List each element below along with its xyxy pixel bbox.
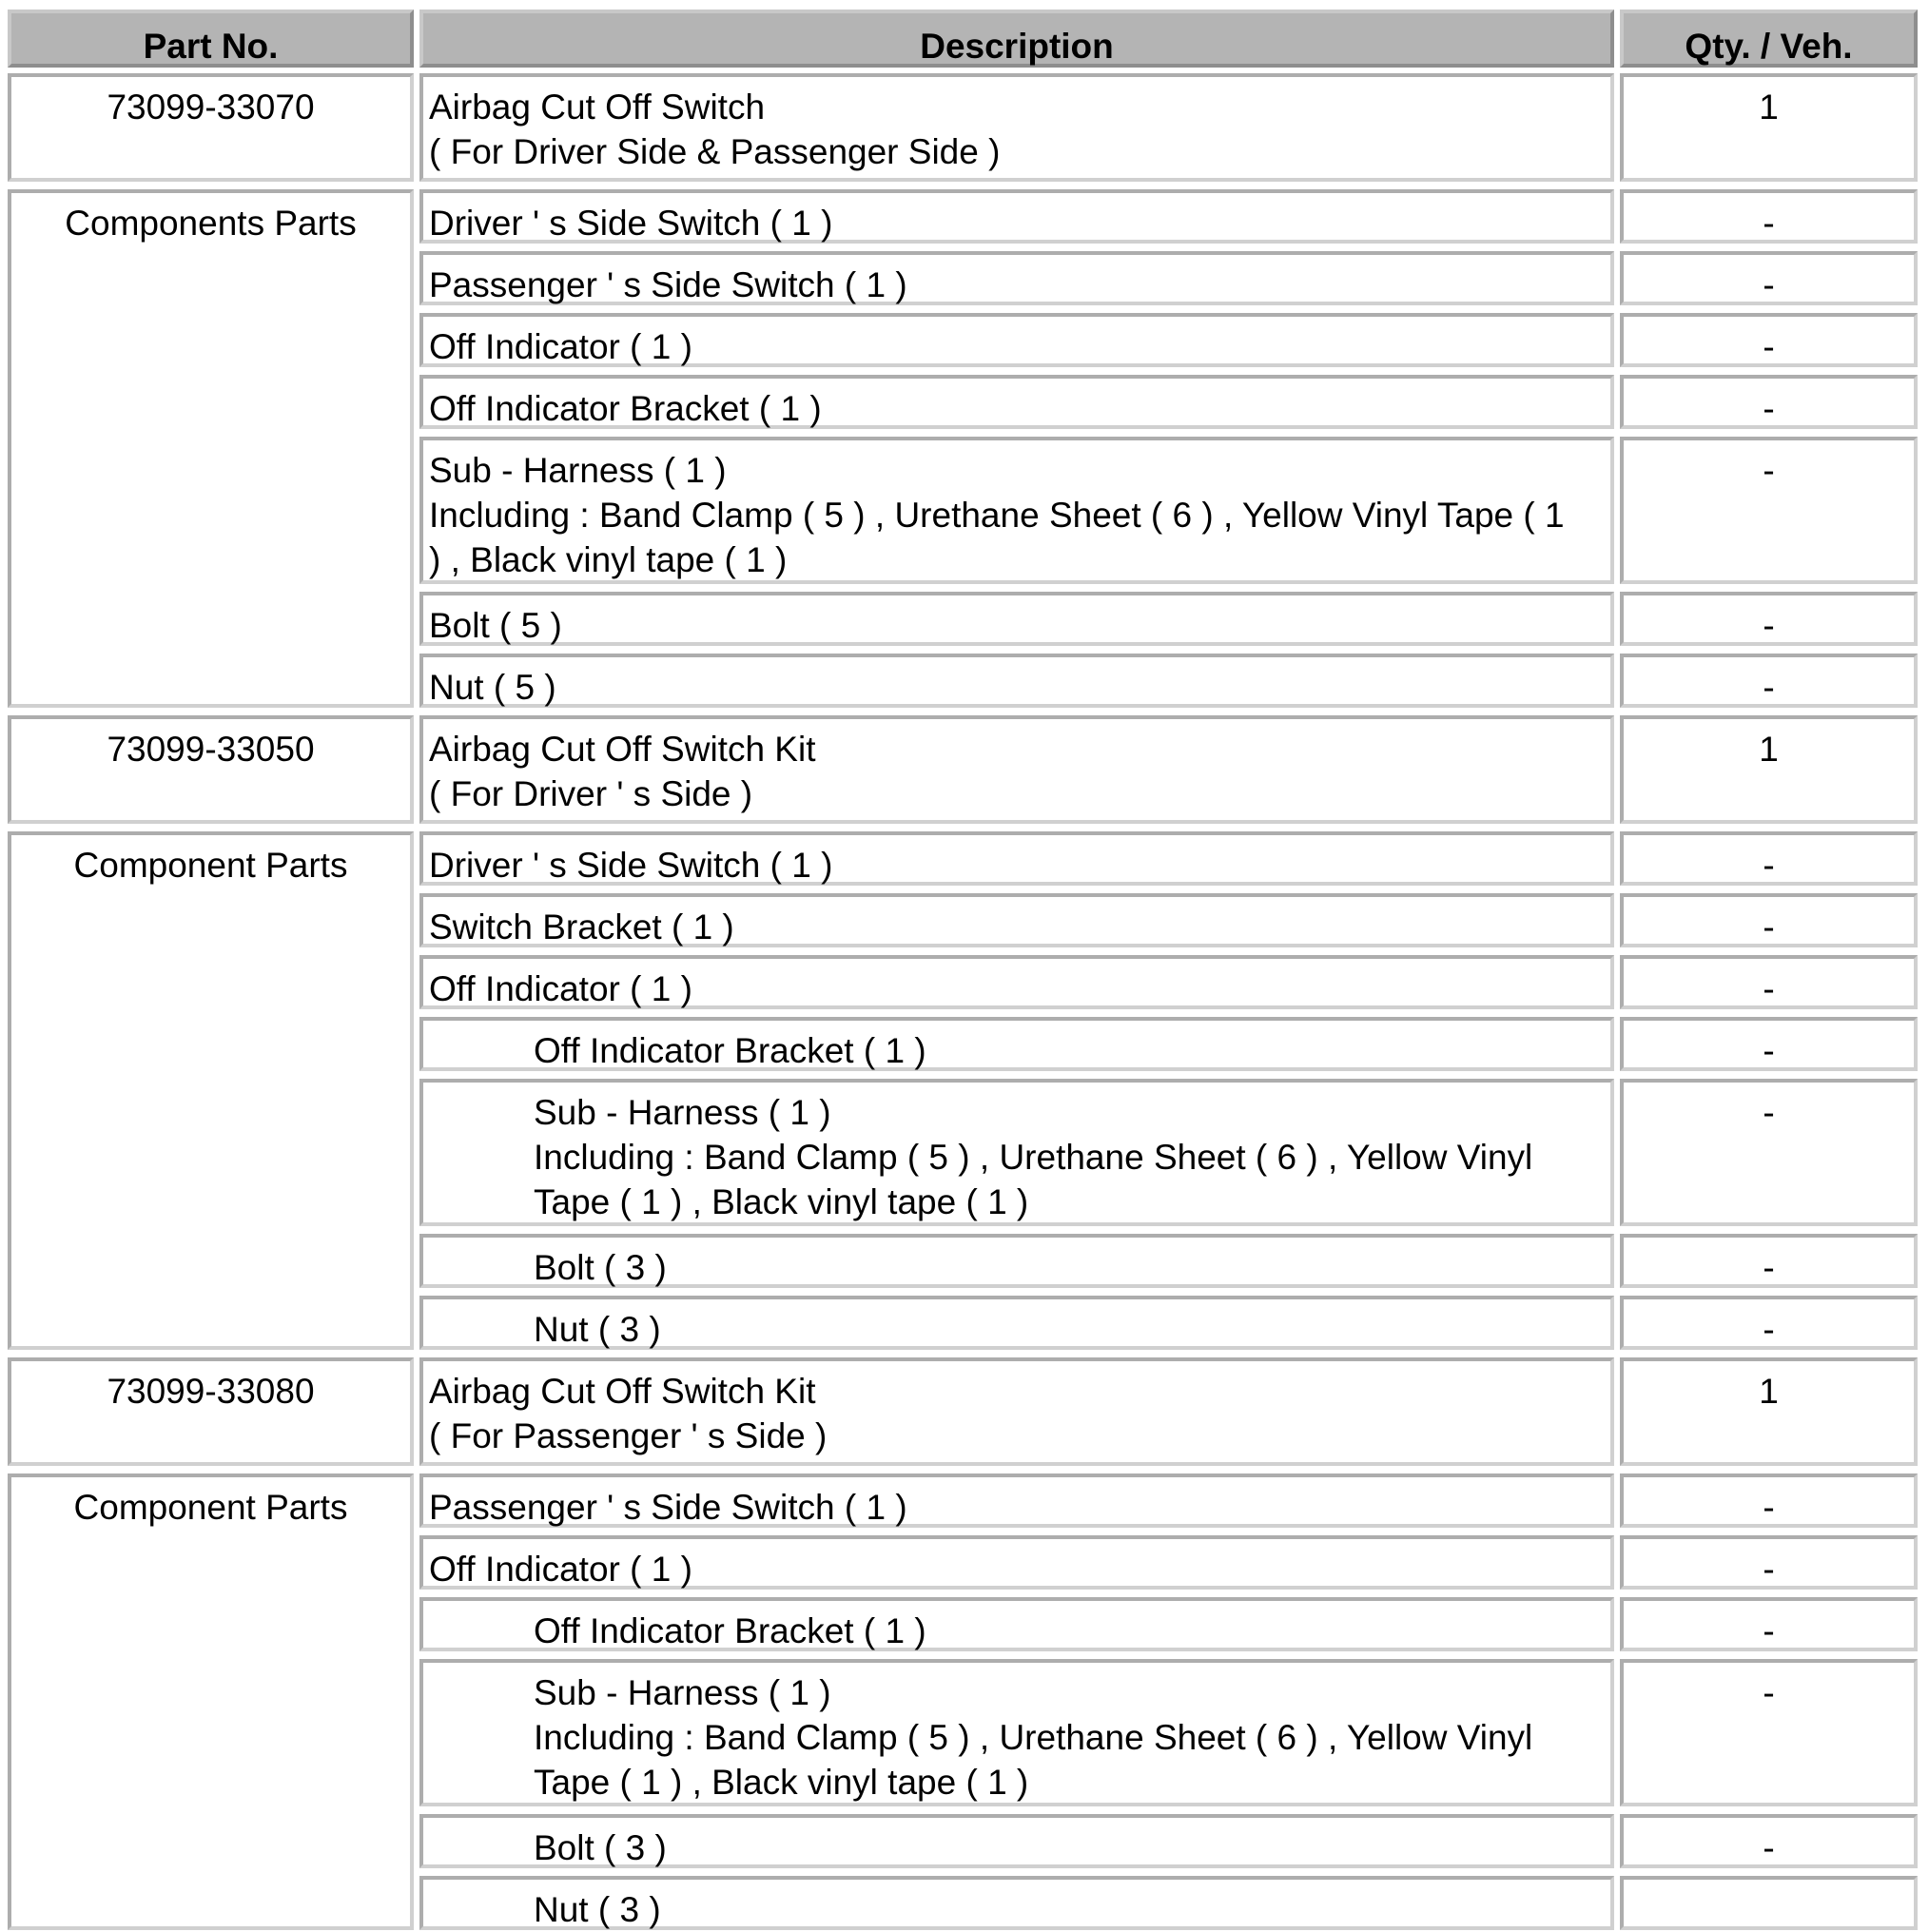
description-line: Including : Band Clamp ( 5 ) , Urethane Sheet ( 6 ) , Yellow Vinyl Tape ( 1 xyxy=(429,496,1565,535)
components-label: Component Parts xyxy=(73,846,348,885)
component-qty: - xyxy=(1763,1248,1775,1287)
description-line: Airbag Cut Off Switch Kit xyxy=(429,730,816,769)
description-line: Airbag Cut Off Switch Kit xyxy=(429,1372,816,1411)
component-qty: - xyxy=(1763,451,1775,490)
component-description-cell xyxy=(419,1234,1614,1288)
component-description-cell xyxy=(419,592,1614,646)
component-qty-cell xyxy=(1620,1876,1918,1930)
component-qty: - xyxy=(1763,327,1775,366)
description-cell xyxy=(419,715,1614,824)
component-qty-cell xyxy=(1620,893,1918,947)
description-cell xyxy=(419,1357,1614,1466)
component-qty-cell xyxy=(1620,1017,1918,1071)
qty-cell xyxy=(1620,715,1918,824)
components-label-cell xyxy=(8,831,414,1350)
components-label-cell xyxy=(8,1473,414,1930)
component-qty-cell xyxy=(1620,1814,1918,1868)
component-qty: - xyxy=(1763,969,1775,1008)
description-line: Off Indicator ( 1 ) xyxy=(429,327,692,366)
components-label: Components Parts xyxy=(65,204,357,243)
qty-value: 1 xyxy=(1759,88,1779,127)
component-qty-cell xyxy=(1620,654,1918,708)
qty-cell xyxy=(1620,73,1918,182)
part-number-cell xyxy=(8,73,414,182)
description-line: Nut ( 3 ) xyxy=(534,1890,661,1929)
component-description-cell xyxy=(419,654,1614,708)
component-description-cell xyxy=(419,831,1614,886)
description-line: Bolt ( 5 ) xyxy=(429,606,562,645)
component-description-cell xyxy=(419,437,1614,584)
component-qty: - xyxy=(1763,1673,1775,1712)
component-qty: - xyxy=(1763,265,1775,304)
component-qty-cell xyxy=(1620,1659,1918,1806)
component-qty-cell xyxy=(1620,1079,1918,1226)
description-line: Bolt ( 3 ) xyxy=(534,1828,667,1867)
component-qty-cell xyxy=(1620,189,1918,244)
component-qty-cell xyxy=(1620,955,1918,1009)
component-qty: - xyxy=(1763,1310,1775,1349)
qty-value: 1 xyxy=(1759,730,1779,769)
component-description-cell xyxy=(419,1017,1614,1071)
component-qty: - xyxy=(1763,1488,1775,1527)
component-qty: - xyxy=(1763,846,1775,885)
description-line: Off Indicator Bracket ( 1 ) xyxy=(534,1611,926,1650)
component-description-cell xyxy=(419,1814,1614,1868)
component-qty-cell xyxy=(1620,1473,1918,1528)
description-line: Off Indicator Bracket ( 1 ) xyxy=(429,389,822,428)
component-qty-cell xyxy=(1620,592,1918,646)
component-description-cell xyxy=(419,375,1614,429)
component-description-cell xyxy=(419,1535,1614,1590)
description-line: Including : Band Clamp ( 5 ) , Urethane Sheet ( 6 ) , Yellow Vinyl xyxy=(534,1718,1533,1757)
components-label-cell xyxy=(8,189,414,708)
component-qty-cell xyxy=(1620,831,1918,886)
description-line: Sub - Harness ( 1 ) xyxy=(429,451,727,490)
component-description-cell xyxy=(419,893,1614,947)
qty-value: 1 xyxy=(1759,1372,1779,1411)
description-line: ) , Black vinyl tape ( 1 ) xyxy=(429,540,788,579)
component-qty-cell xyxy=(1620,437,1918,584)
header-description: Description xyxy=(419,10,1614,68)
component-description-cell xyxy=(419,189,1614,244)
component-description-cell xyxy=(419,1473,1614,1528)
component-description-cell xyxy=(419,1876,1614,1930)
component-qty-cell xyxy=(1620,1234,1918,1288)
component-qty-cell xyxy=(1620,1535,1918,1590)
description-line: ( For Passenger ' s Side ) xyxy=(429,1416,828,1455)
description-line: Driver ' s Side Switch ( 1 ) xyxy=(429,846,833,885)
description-line: ( For Driver Side & Passenger Side ) xyxy=(429,132,1001,171)
part-number: 73099-33080 xyxy=(107,1372,315,1411)
component-qty: - xyxy=(1763,1031,1775,1070)
component-qty: - xyxy=(1763,389,1775,428)
part-number: 73099-33070 xyxy=(107,88,315,127)
description-line: Sub - Harness ( 1 ) xyxy=(534,1093,831,1132)
header-qty: Qty. / Veh. xyxy=(1620,10,1918,68)
description-line: Nut ( 5 ) xyxy=(429,668,556,707)
component-qty: - xyxy=(1763,1611,1775,1650)
description-line: Off Indicator ( 1 ) xyxy=(429,1550,692,1589)
description-line: Bolt ( 3 ) xyxy=(534,1248,667,1287)
component-qty: - xyxy=(1763,1093,1775,1132)
description-line: Airbag Cut Off Switch xyxy=(429,88,766,127)
description-line: Tape ( 1 ) , Black vinyl tape ( 1 ) xyxy=(534,1763,1029,1802)
components-label: Component Parts xyxy=(73,1488,348,1527)
component-qty: - xyxy=(1763,668,1775,707)
description-line: Switch Bracket ( 1 ) xyxy=(429,907,734,946)
component-description-cell xyxy=(419,313,1614,367)
component-qty-cell xyxy=(1620,313,1918,367)
component-qty: - xyxy=(1763,606,1775,645)
component-description-cell xyxy=(419,1659,1614,1806)
description-line: Off Indicator Bracket ( 1 ) xyxy=(534,1031,926,1070)
description-line: Passenger ' s Side Switch ( 1 ) xyxy=(429,1488,907,1527)
component-description-cell xyxy=(419,1597,1614,1651)
component-qty-cell xyxy=(1620,1296,1918,1350)
component-description-cell xyxy=(419,251,1614,305)
part-number: 73099-33050 xyxy=(107,730,315,769)
description-line: Off Indicator ( 1 ) xyxy=(429,969,692,1008)
description-line: Including : Band Clamp ( 5 ) , Urethane Sheet ( 6 ) , Yellow Vinyl xyxy=(534,1138,1533,1177)
component-qty: - xyxy=(1763,204,1775,243)
component-qty-cell xyxy=(1620,375,1918,429)
component-qty: - xyxy=(1763,1550,1775,1589)
qty-cell xyxy=(1620,1357,1918,1466)
component-description-cell xyxy=(419,1296,1614,1350)
component-description-cell xyxy=(419,955,1614,1009)
description-cell xyxy=(419,73,1614,182)
component-qty: - xyxy=(1763,907,1775,946)
part-number-cell xyxy=(8,715,414,824)
component-qty: - xyxy=(1763,1828,1775,1867)
description-line: Sub - Harness ( 1 ) xyxy=(534,1673,831,1712)
description-line: ( For Driver ' s Side ) xyxy=(429,774,753,813)
component-qty-cell xyxy=(1620,1597,1918,1651)
component-description-cell xyxy=(419,1079,1614,1226)
description-line: Nut ( 3 ) xyxy=(534,1310,661,1349)
header-part-no: Part No. xyxy=(8,10,414,68)
description-line: Driver ' s Side Switch ( 1 ) xyxy=(429,204,833,243)
part-number-cell xyxy=(8,1357,414,1466)
description-line: Passenger ' s Side Switch ( 1 ) xyxy=(429,265,907,304)
description-line: Tape ( 1 ) , Black vinyl tape ( 1 ) xyxy=(534,1182,1029,1221)
component-qty-cell xyxy=(1620,251,1918,305)
